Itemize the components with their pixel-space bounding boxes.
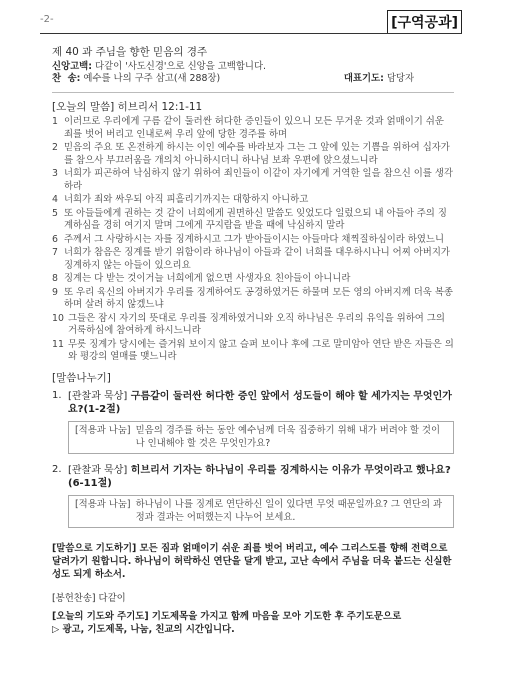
verse-item <box>52 116 454 141</box>
verse-list <box>52 116 454 364</box>
verse-text: 너희가 참음은 징계를 받기 위함이라 하나님이 아들과 같이 너희를 대우하시나니 어찌 아버지가 징계하지 않는 아들이 있으리요 <box>64 247 450 271</box>
verse-item <box>52 168 454 193</box>
verse-text: 또 아들들에게 권하는 것 같이 너희에게 권면하신 말씀도 잊었도다 일렀으되 내 아들아 주의 징계하심을 경히 여기지 말며 그에게 꾸지람을 받을 때에 낙심하지 말라 <box>64 207 447 231</box>
verse-text: 믿음의 주요 또 온전하게 하시는 이인 예수를 바라보자 그는 그 앞에 있는 기쁨을 위하여 십자가를 참으사 부끄러움을 개의치 아니하시더니 하나님 보좌 우편에 앉으셨느니라 <box>64 142 450 166</box>
hymn-label: 찬 송: <box>52 73 81 84</box>
hymn-row <box>52 73 454 86</box>
apply-text: 믿음의 경주를 하는 동안 예수님께 더욱 집중하기 위해 내가 버려야 할 것이나 인내해야 할 것은 무엇인가요? <box>135 425 441 449</box>
final-tag: [오늘의 기도와 주기도] <box>52 610 149 622</box>
scripture-heading: [오늘의 말씀] 히브리서 12:1-11 <box>52 100 203 113</box>
verse-text: 무릇 징계가 당시에는 즐거워 보이지 않고 슬퍼 보이나 후에 그로 말미암아 연단 받은 자들은 의와 평강의 열매를 맺느니라 <box>68 338 454 362</box>
verse-text: 이러므로 우리에게 구름 같이 둘러싼 허다한 증인들이 있으니 모든 무거운 것과 얽매이기 쉬운 죄를 벗어 버리고 인내로써 우리 앞에 당한 경주를 하며 <box>64 116 444 140</box>
confession-row <box>52 61 454 74</box>
apply-tag: [적용과 나눔] <box>75 425 131 436</box>
question-2 <box>52 464 454 490</box>
verse-item <box>52 208 454 233</box>
lesson-title: 제 40 과 주님을 향한 믿음의 경주 <box>52 46 208 58</box>
verse-number: 11 <box>52 338 64 350</box>
final-prayer <box>52 610 454 636</box>
offering-hymn <box>52 593 454 606</box>
question-text: 히브리서 기자는 하나님이 우리를 징계하시는 이유가 무엇이라고 했나요?(6-11절) <box>68 465 451 489</box>
offering-tag: [봉헌찬송] <box>52 593 96 604</box>
lesson-content <box>52 40 454 636</box>
prayer-text: 담당자 <box>386 73 414 84</box>
verse-number: 1 <box>52 116 58 127</box>
question-text: 구름같이 둘러싼 허다한 증인 앞에서 성도들이 해야 할 세가지는 무엇인가요?(1-2절) <box>68 391 452 415</box>
verse-item <box>52 339 454 364</box>
verse-item <box>52 194 454 207</box>
top-rule <box>40 33 462 34</box>
verse-number: 2 <box>52 142 58 153</box>
verse-item <box>52 287 454 312</box>
question-number: 2. <box>52 464 62 475</box>
verse-number: 6 <box>52 233 58 245</box>
apply-box-2 <box>68 495 454 528</box>
verse-text: 그들은 잠시 자기의 뜻대로 우리를 징계하였거니와 오직 하나님은 우리의 유익을 위하여 그의 거룩하심에 참여하게 하시느니라 <box>68 312 445 336</box>
verse-text: 너희가 피곤하여 낙심하지 않기 위하여 죄인들이 이같이 자기에게 거역한 일을 참으신 이를 생각하라 <box>64 168 453 192</box>
verse-item <box>52 142 454 167</box>
sharing-heading: [말씀나누기] <box>52 371 111 384</box>
verse-item <box>52 234 454 247</box>
announcement-line: ▷ 광고, 기도제목, 나눔, 친교의 시간입니다. <box>52 623 235 635</box>
verse-number: 3 <box>52 168 58 179</box>
closing-prayer-text: 모든 짐과 얽매이기 쉬운 죄를 벗어 버리고, 예수 그리스도를 향해 전력으로 달려가기 원합니다. 하나님이 허락하신 연단을 달게 받고, 고난 속에서 주님을 더욱 붙드는 신실한 성도 되게 하소서. <box>52 543 452 580</box>
question-1 <box>52 390 454 416</box>
question-tag: [관찰과 묵상] <box>68 391 128 402</box>
verse-item <box>52 313 454 338</box>
verse-item <box>52 273 454 286</box>
confession-label: 신앙고백: <box>52 60 92 72</box>
apply-text: 하나님이 나를 징계로 연단하신 일이 있다면 무엇 때문일까요? 그 연단의 과정과 결과는 어떠했는지 나누어 보세요. <box>135 499 443 523</box>
verse-item <box>52 247 454 272</box>
page-number: -2- <box>40 14 54 25</box>
verse-text: 또 우리 육신의 아버지가 우리를 징계하여도 공경하였거든 하물며 모든 영의 아버지께 더욱 복종하며 살려 하지 않겠느냐 <box>64 286 453 310</box>
prayer-label: 대표기도: <box>343 73 384 84</box>
confession-text: 다같이 '사도신경'으로 신앙을 고백합니다. <box>94 60 267 72</box>
hymn-text: 예수를 나의 구주 삼고(새 288장) <box>83 73 221 84</box>
question-number: 1. <box>52 390 62 401</box>
apply-box-1 <box>68 421 454 454</box>
closing-prayer <box>52 542 454 581</box>
verse-number: 9 <box>52 286 58 298</box>
verse-number: 10 <box>52 312 64 324</box>
offering-text: 다같이 <box>98 593 126 604</box>
verse-number: 4 <box>52 194 58 205</box>
question-tag: [관찰과 묵상] <box>68 465 128 476</box>
verse-text: 너희가 죄와 싸우되 아직 피흘리기까지는 대항하지 아니하고 <box>64 194 309 205</box>
divider <box>52 92 454 93</box>
apply-tag: [적용과 나눔] <box>75 499 131 510</box>
verse-text: 주께서 그 사랑하시는 자를 징계하시고 그가 받아들이시는 아들마다 채찍질하심이라 하였느니 <box>64 233 445 245</box>
verse-number: 7 <box>52 247 58 258</box>
verse-number: 5 <box>52 207 58 219</box>
verse-text: 징계는 다 받는 것이거늘 너희에게 없으면 사생자요 친아들이 아니니라 <box>64 273 351 284</box>
verse-number: 8 <box>52 273 58 284</box>
section-tag: [구역공과] <box>387 10 462 34</box>
final-text: 기도제목을 가지고 함께 마음을 모아 기도한 후 주기도문으로 <box>151 610 402 622</box>
closing-prayer-tag: [말씀으로 기도하기] <box>52 543 137 554</box>
